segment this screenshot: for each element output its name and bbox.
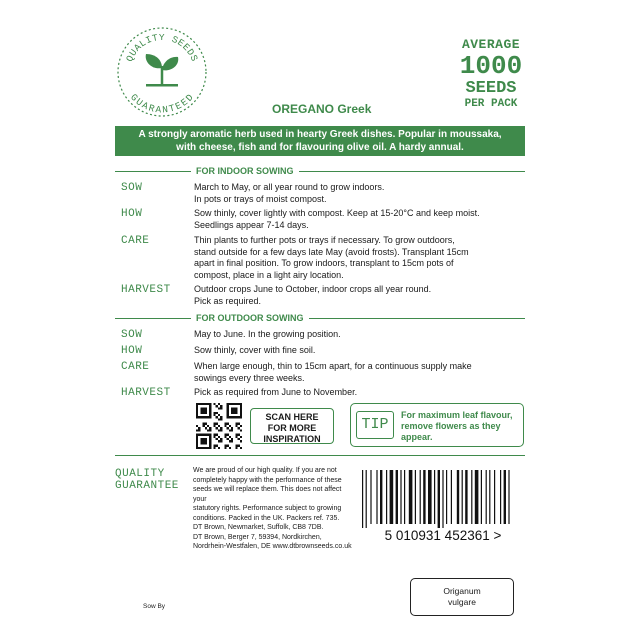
qr-module	[205, 440, 207, 442]
qr-module	[207, 425, 209, 427]
barcode-bar	[396, 470, 398, 524]
qr-module	[235, 425, 237, 427]
qr-module	[220, 405, 222, 407]
qr-module	[207, 403, 209, 405]
qr-module	[196, 445, 198, 447]
qr-module	[205, 427, 207, 429]
qr-module	[200, 440, 202, 442]
qr-module	[216, 412, 218, 414]
legal-line: Nordrhein-Westfalen, DE www.dtbrownseeds.co.uk	[193, 543, 352, 550]
qr-module	[227, 412, 229, 414]
qr-module	[196, 442, 198, 444]
row-text: Sow thinly, cover lightly with compost. Keep at 15-20°C and keep moist.	[194, 208, 480, 218]
qr-module	[238, 434, 240, 436]
barcode-bar	[390, 470, 394, 524]
qr-module	[205, 442, 207, 444]
qr-module	[235, 445, 237, 447]
scan-line: SCAN HERE	[265, 412, 319, 422]
scan-line: INSPIRATION	[263, 434, 321, 444]
qr-module	[240, 405, 242, 407]
row-text: Sow thinly, cover with fine soil.	[194, 345, 316, 355]
qr-module	[203, 440, 205, 442]
qr-module	[240, 440, 242, 442]
qr-module	[240, 412, 242, 414]
qr-module	[207, 416, 209, 418]
qr-module	[220, 427, 222, 429]
qr-module	[227, 427, 229, 429]
qr-module	[216, 416, 218, 418]
qr-module	[196, 434, 198, 436]
qr-module	[205, 407, 207, 409]
qr-module	[200, 407, 202, 409]
row-text: March to May, or all year round to grow indoors.	[194, 182, 385, 192]
qr-module	[198, 416, 200, 418]
seed-count-line1: AVERAGE	[461, 37, 521, 52]
row-term: HARVEST	[121, 387, 171, 399]
barcode-bar	[428, 470, 432, 524]
qr-module	[214, 425, 216, 427]
qr-module	[235, 410, 237, 412]
qr-module	[229, 436, 231, 438]
qr-module	[220, 438, 222, 440]
scan-here-box	[250, 408, 334, 444]
qr-module	[233, 403, 235, 405]
qr-module	[220, 407, 222, 409]
qr-module	[214, 434, 216, 436]
row-term: HARVEST	[121, 284, 171, 296]
qr-module	[218, 425, 220, 427]
outdoor-heading	[115, 312, 525, 326]
qr-module	[240, 403, 242, 405]
qr-module	[231, 427, 233, 429]
barcode-bar	[462, 470, 463, 524]
qr-module	[196, 407, 198, 409]
qr-module	[209, 405, 211, 407]
barcode-bar	[486, 470, 487, 524]
qr-module	[205, 438, 207, 440]
row-text: Outdoor crops June to October, indoor crops all year round.	[194, 284, 432, 294]
qr-module	[227, 416, 229, 418]
qr-module	[224, 436, 226, 438]
qr-module	[231, 440, 233, 442]
qr-module	[209, 447, 211, 449]
row-text: When large enough, thin to 15cm apart, for a continuous supply make	[194, 361, 472, 371]
qr-module	[209, 429, 211, 431]
qr-module	[196, 403, 198, 405]
qr-module	[196, 416, 198, 418]
qr-module	[200, 412, 202, 414]
legal-line: completely happy with the performance of these	[193, 476, 342, 484]
qr-module	[203, 403, 205, 405]
qr-module	[205, 403, 207, 405]
qr-module	[214, 436, 216, 438]
barcode	[360, 468, 526, 544]
qr-module	[205, 434, 207, 436]
qr-module	[227, 445, 229, 447]
qr-module	[214, 412, 216, 414]
qr-module	[198, 447, 200, 449]
qr-module	[238, 445, 240, 447]
qr-module	[214, 423, 216, 425]
qr-module	[240, 416, 242, 418]
qr-module	[196, 436, 198, 438]
intro-banner	[115, 126, 525, 156]
qr-module	[209, 434, 211, 436]
legal-line: DT Brown, Berger 7, 59394, Nordkirchen,	[193, 533, 322, 541]
barcode-bar	[442, 470, 443, 528]
qr-module	[209, 414, 211, 416]
svg-text:QUALITY SEEDS	[124, 32, 200, 63]
qr-module	[203, 416, 205, 418]
latin-line: vulgare	[448, 597, 476, 607]
row-text: compost, place in a light airy location.	[194, 269, 344, 280]
legal-text	[193, 466, 353, 552]
intro-line: with cheese, fish and for flavouring olive oil. A hardy annual.	[176, 142, 464, 153]
qr-module	[209, 438, 211, 440]
seed-count-line3: SEEDS	[465, 79, 517, 98]
legal-line: statutory rights. Performance subject to growing	[193, 505, 342, 512]
badge-top-text: QUALITY SEEDS	[124, 32, 200, 64]
row-text: May to June. In the growing position.	[194, 329, 341, 339]
barcode-bar	[500, 470, 501, 524]
qr-module	[233, 416, 235, 418]
barcode-bar	[494, 470, 495, 524]
barcode-bar	[508, 470, 509, 524]
seed-count-number: 1000	[459, 51, 523, 81]
qr-module	[240, 407, 242, 409]
row-term: SOW	[121, 182, 143, 194]
badge-bottom-text: GUARANTEED	[128, 91, 196, 116]
qr-module	[229, 403, 231, 405]
quality-seeds-badge	[116, 26, 208, 118]
qr-module	[209, 427, 211, 429]
barcode-bar	[457, 470, 459, 524]
qr-module	[196, 412, 198, 414]
row-term: HOW	[121, 345, 143, 357]
barcode-bars	[362, 470, 510, 528]
qr-module	[216, 434, 218, 436]
qr-module	[209, 412, 211, 414]
qr-module	[227, 414, 229, 416]
qr-module	[198, 429, 200, 431]
qr-module	[235, 436, 237, 438]
qr-module	[240, 447, 242, 449]
qr-code[interactable]	[196, 403, 242, 449]
qr-module	[238, 427, 240, 429]
row-text: stand outside for a few days late May (avoid frosts). Transplant 15cm	[194, 246, 469, 257]
qr-module	[214, 447, 216, 449]
product-title: OREGANO Greek	[272, 102, 372, 116]
qr-module	[218, 436, 220, 438]
qr-module	[240, 436, 242, 438]
qr-module	[196, 405, 198, 407]
qr-module	[207, 447, 209, 449]
qr-module	[196, 429, 198, 431]
qr-module	[238, 416, 240, 418]
row-text: Seedlings appear 7-14 days.	[194, 219, 309, 230]
qr-module	[231, 438, 233, 440]
qr-module	[205, 416, 207, 418]
outdoor-heading-label: FOR OUTDOOR SOWING	[191, 312, 309, 325]
qr-module	[196, 438, 198, 440]
qr-module	[198, 427, 200, 429]
qr-module	[209, 436, 211, 438]
tip-line: remove flowers as they	[401, 421, 501, 431]
barcode-bar	[376, 470, 377, 524]
qr-module	[200, 442, 202, 444]
qr-module	[220, 416, 222, 418]
barcode-bar	[423, 470, 425, 524]
qr-module	[218, 407, 220, 409]
qr-module	[209, 416, 211, 418]
qr-module	[227, 434, 229, 436]
legal-line: conditions. Packed in the UK. Packers ref. 735.	[193, 514, 340, 522]
legal-line: We are proud of our high quality. If you are not	[193, 467, 337, 474]
tip-line: For maximum leaf flavour,	[401, 410, 513, 420]
qr-module	[203, 434, 205, 436]
qr-module	[231, 410, 233, 412]
barcode-bar	[380, 470, 382, 524]
qr-module	[231, 429, 233, 431]
barcode-digits: 5 010931 452361 >	[384, 528, 502, 543]
qr-module	[227, 403, 229, 405]
barcode-bar	[504, 470, 506, 524]
qr-module	[229, 447, 231, 449]
qr-module	[209, 440, 211, 442]
qr-module	[229, 425, 231, 427]
qr-module	[235, 412, 237, 414]
indoor-heading-label: FOR INDOOR SOWING	[191, 165, 299, 178]
quality-line: QUALITY	[115, 468, 165, 480]
qr-module	[238, 403, 240, 405]
qr-module	[209, 407, 211, 409]
qr-module	[214, 403, 216, 405]
indoor-heading	[115, 165, 525, 179]
qr-module	[235, 403, 237, 405]
qr-module	[231, 407, 233, 409]
qr-module	[196, 440, 198, 442]
qr-module	[203, 447, 205, 449]
barcode-bar	[386, 470, 387, 524]
qr-module	[235, 434, 237, 436]
qr-module	[224, 423, 226, 425]
qr-module	[227, 407, 229, 409]
row-text: In pots or trays of moist compost.	[194, 193, 327, 204]
qr-module	[218, 429, 220, 431]
legal-line: DT Brown, Newmarket, Suffolk, CB8 7DB.	[193, 524, 324, 531]
row-term: HOW	[121, 208, 143, 220]
row-term: CARE	[121, 235, 150, 247]
qr-module	[216, 423, 218, 425]
qr-module	[200, 447, 202, 449]
qr-module	[231, 403, 233, 405]
qr-module	[200, 416, 202, 418]
qr-module	[227, 405, 229, 407]
tip-line: appear.	[401, 432, 433, 442]
barcode-bar	[366, 470, 367, 528]
qr-module	[235, 423, 237, 425]
seed-count-block	[446, 38, 536, 110]
barcode-bar	[475, 470, 479, 524]
qr-module	[200, 410, 202, 412]
qr-module	[227, 423, 229, 425]
seed-count-line4: PER PACK	[464, 98, 518, 110]
barcode-bar	[446, 470, 447, 524]
sow-by-label: Sow By	[143, 603, 166, 610]
qr-module	[240, 425, 242, 427]
qr-module	[218, 440, 220, 442]
qr-module	[209, 442, 211, 444]
qr-module	[200, 438, 202, 440]
qr-module	[218, 414, 220, 416]
quality-line: GUARANTEE	[115, 480, 179, 492]
qr-module	[209, 403, 211, 405]
qr-module	[216, 438, 218, 440]
qr-module	[196, 414, 198, 416]
qr-module	[203, 407, 205, 409]
barcode-bar	[404, 470, 405, 524]
latin-line: Origanum	[443, 586, 481, 596]
qr-module	[231, 412, 233, 414]
qr-module	[220, 429, 222, 431]
svg-text:GUARANTEED	[128, 92, 196, 116]
qr-module	[214, 445, 216, 447]
qr-module	[229, 429, 231, 431]
qr-module	[205, 410, 207, 412]
qr-module	[235, 447, 237, 449]
row-term: SOW	[121, 329, 143, 341]
qr-module	[205, 423, 207, 425]
qr-module	[203, 410, 205, 412]
qr-module	[205, 447, 207, 449]
barcode-bar	[471, 470, 472, 524]
barcode-bar	[465, 470, 467, 524]
barcode-bar	[489, 470, 490, 524]
legal-line: seeds we will replace them. This does not affect your	[193, 486, 342, 503]
barcode-bar	[481, 470, 482, 524]
qr-module	[235, 407, 237, 409]
qr-module	[231, 416, 233, 418]
qr-module	[224, 425, 226, 427]
barcode-bar	[370, 470, 371, 524]
qr-module	[224, 434, 226, 436]
seedling-icon	[146, 54, 179, 87]
qr-module	[200, 403, 202, 405]
qr-module	[203, 425, 205, 427]
qr-module	[203, 438, 205, 440]
qr-module	[196, 410, 198, 412]
qr-module	[216, 405, 218, 407]
barcode-bar	[420, 470, 421, 524]
latin-name-box	[410, 578, 514, 616]
qr-module	[233, 410, 235, 412]
qr-module	[196, 425, 198, 427]
qr-module	[229, 440, 231, 442]
scan-line: FOR MORE	[267, 423, 317, 433]
qr-module	[227, 438, 229, 440]
qr-module	[240, 429, 242, 431]
qr-module	[198, 403, 200, 405]
barcode-bar	[451, 470, 452, 524]
barcode-bar	[362, 470, 363, 528]
row-text: Thin plants to further pots or trays if necessary. To grow outdoors,	[194, 235, 455, 245]
barcode-bar	[434, 470, 435, 524]
qr-module	[238, 438, 240, 440]
tip-box	[350, 403, 524, 447]
qr-module	[207, 434, 209, 436]
qr-module	[240, 410, 242, 412]
qr-module	[238, 423, 240, 425]
qr-module	[224, 445, 226, 447]
qr-module	[209, 445, 211, 447]
quality-guarantee-label	[115, 468, 179, 492]
qr-module	[233, 412, 235, 414]
qr-module	[216, 427, 218, 429]
qr-module	[200, 434, 202, 436]
row-text: Pick as required.	[194, 295, 262, 306]
barcode-bar	[400, 470, 401, 524]
qr-module	[240, 414, 242, 416]
qr-module	[203, 423, 205, 425]
tip-label: TIP	[356, 411, 394, 439]
qr-module	[233, 407, 235, 409]
qr-module	[209, 410, 211, 412]
barcode-bar	[415, 470, 416, 524]
qr-module	[220, 418, 222, 420]
qr-module	[203, 412, 205, 414]
divider	[115, 455, 525, 456]
qr-module	[235, 416, 237, 418]
qr-module	[229, 416, 231, 418]
barcode-bar	[409, 470, 413, 524]
qr-module	[218, 418, 220, 420]
row-text: Pick as required from June to November.	[194, 387, 358, 397]
qr-module	[216, 445, 218, 447]
intro-line: A strongly aromatic herb used in hearty Greek dishes. Popular in moussaka,	[138, 129, 502, 140]
qr-module	[198, 434, 200, 436]
qr-module	[205, 412, 207, 414]
barcode-bar	[438, 470, 440, 528]
row-text: sowings every three weeks.	[194, 372, 305, 383]
qr-module	[196, 447, 198, 449]
row-text: apart in final position. To grow indoors, transplant to 15cm pots of	[194, 258, 454, 268]
qr-module	[218, 403, 220, 405]
qr-module	[218, 447, 220, 449]
qr-module	[227, 410, 229, 412]
row-term: CARE	[121, 361, 150, 373]
qr-module	[220, 440, 222, 442]
qr-module	[224, 447, 226, 449]
qr-module	[207, 429, 209, 431]
qr-module	[214, 414, 216, 416]
qr-module	[203, 442, 205, 444]
